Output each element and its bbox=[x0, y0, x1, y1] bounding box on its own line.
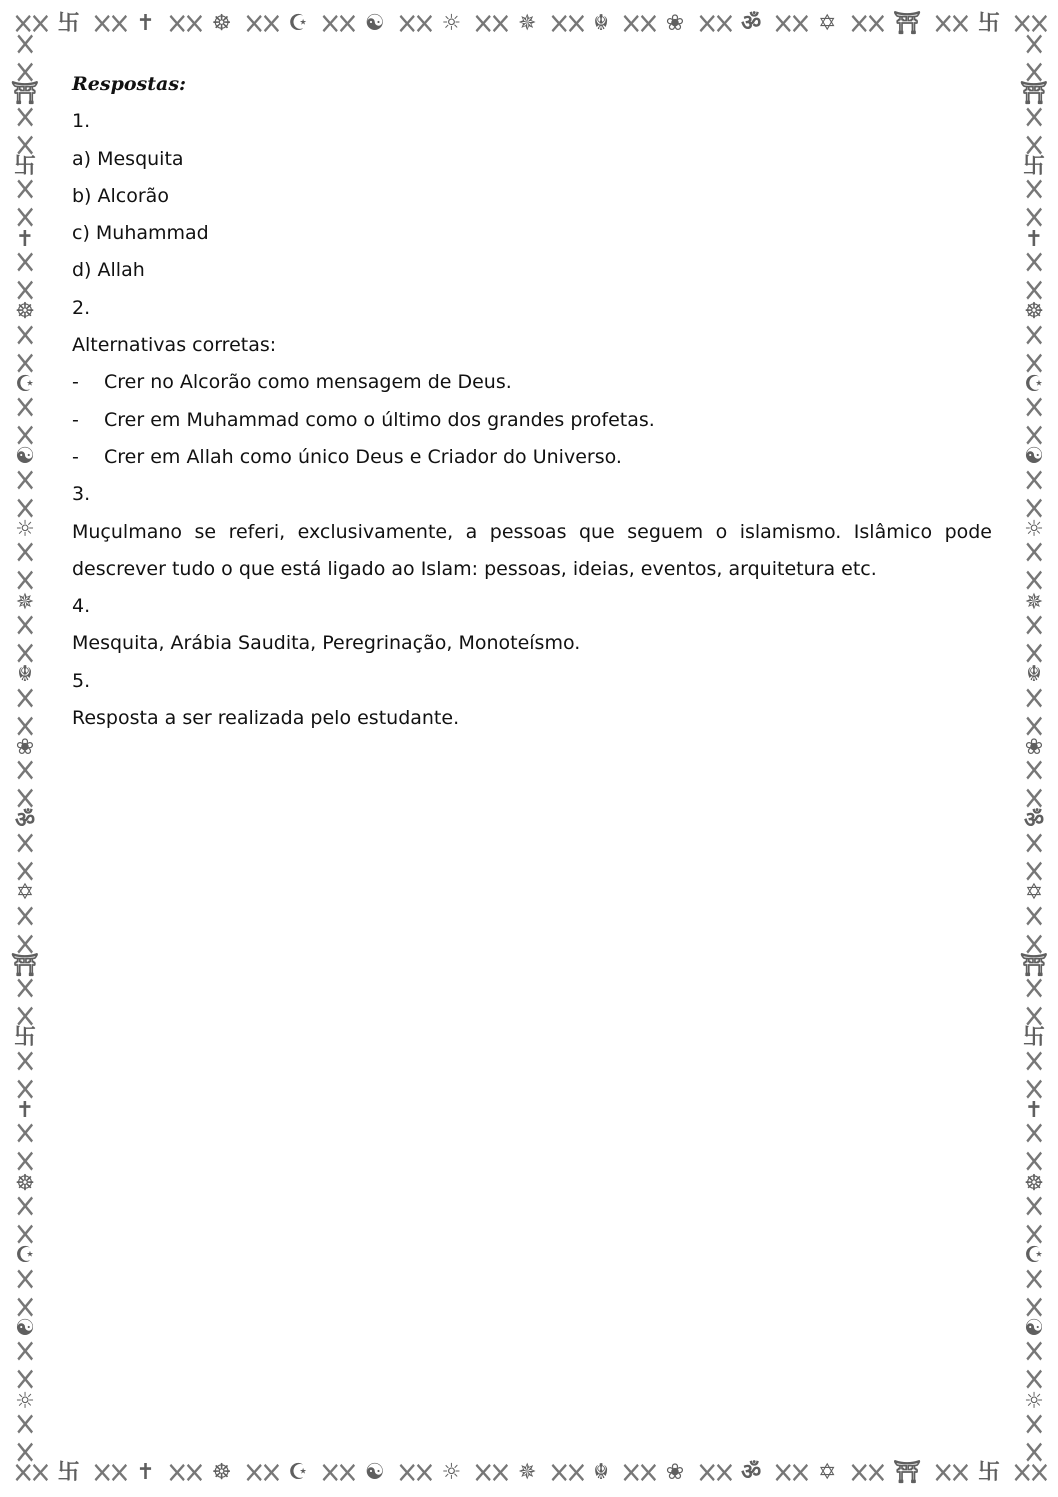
torii-icon: ⛩ bbox=[11, 81, 39, 107]
chevron-pattern-icon: ×× bbox=[9, 392, 43, 450]
answer-item: a) Mesquita bbox=[72, 147, 184, 170]
bullet-item bbox=[72, 364, 992, 401]
sun-icon: ☼ bbox=[15, 1388, 35, 1414]
bullet-dash: - bbox=[72, 371, 79, 394]
bullet-item bbox=[72, 439, 992, 476]
sun-icon: ☼ bbox=[15, 517, 35, 543]
star-crescent-icon: ☪ bbox=[288, 11, 309, 36]
star-burst-icon: ✵ bbox=[518, 11, 537, 36]
chevron-pattern-icon: ×× bbox=[1018, 1264, 1052, 1321]
chevron-pattern-icon: ×× bbox=[1018, 102, 1052, 159]
swastika-icon: 卐 bbox=[1022, 1025, 1045, 1051]
dharma-wheel-icon: ☸ bbox=[211, 11, 232, 36]
chevron-pattern-icon: ×× bbox=[1018, 756, 1052, 813]
om-icon: ॐ bbox=[741, 11, 762, 36]
chevron-pattern-icon: ×× bbox=[9, 538, 43, 595]
star-burst-icon: ✵ bbox=[518, 1460, 537, 1485]
chevron-pattern-icon: ×× bbox=[1018, 1119, 1052, 1176]
khanda-icon: ☬ bbox=[17, 662, 33, 688]
question-number-3: 3. bbox=[72, 483, 91, 506]
turtle-icon: ❀ bbox=[665, 1460, 685, 1485]
swastika-icon: 卐 bbox=[13, 153, 36, 179]
star-of-david-icon: ✡ bbox=[15, 880, 35, 906]
chevron-pattern-icon: ×× bbox=[90, 6, 126, 41]
turtle-icon: ❀ bbox=[15, 734, 35, 760]
bullet-dash: - bbox=[72, 445, 79, 468]
chevron-pattern-icon: ×× bbox=[9, 1337, 43, 1394]
chevron-pattern-icon: ×× bbox=[472, 6, 507, 41]
star-crescent-icon: ☪ bbox=[288, 1460, 309, 1485]
ornamental-border-top bbox=[10, 4, 1048, 44]
cross-icon: ✝ bbox=[15, 226, 35, 252]
om-icon: ॐ bbox=[1023, 807, 1045, 833]
chevron-pattern-icon: ×× bbox=[166, 1455, 201, 1490]
chevron-pattern-icon: ×× bbox=[1011, 1455, 1046, 1490]
yin-yang-icon: ☯ bbox=[1024, 444, 1044, 470]
chevron-pattern-icon: ×× bbox=[9, 465, 43, 522]
yin-yang-icon: ☯ bbox=[15, 444, 35, 470]
cross-icon: ✝ bbox=[1024, 226, 1044, 252]
chevron-pattern-icon: ×× bbox=[847, 6, 883, 41]
yin-yang-icon: ☯ bbox=[15, 1315, 35, 1341]
chevron-pattern-icon: ×× bbox=[1018, 465, 1052, 522]
dharma-wheel-icon: ☸ bbox=[1024, 299, 1044, 325]
star-crescent-icon: ☪ bbox=[1024, 371, 1044, 397]
chevron-pattern-icon: ×× bbox=[9, 683, 43, 740]
torii-icon: ⛩ bbox=[11, 952, 39, 978]
chevron-pattern-icon: ×× bbox=[932, 1455, 967, 1490]
om-icon: ॐ bbox=[741, 1460, 762, 1485]
sun-icon: ☼ bbox=[1024, 517, 1044, 543]
chevron-pattern-icon: ×× bbox=[9, 973, 43, 1031]
page-title: Respostas: bbox=[72, 73, 187, 95]
chevron-pattern-icon: ×× bbox=[319, 1455, 354, 1490]
chevron-pattern-icon: ×× bbox=[9, 1409, 43, 1467]
chevron-pattern-icon: ×× bbox=[9, 102, 43, 159]
turtle-icon: ❀ bbox=[665, 11, 685, 36]
star-crescent-icon: ☪ bbox=[15, 371, 35, 397]
chevron-pattern-icon: ×× bbox=[9, 1264, 43, 1321]
chevron-pattern-icon: ×× bbox=[242, 1455, 278, 1490]
chevron-pattern-icon: ×× bbox=[1018, 973, 1052, 1031]
chevron-pattern-icon: ×× bbox=[395, 1455, 431, 1490]
chevron-pattern-icon: ×× bbox=[9, 320, 43, 377]
cross-icon: ✝ bbox=[136, 11, 155, 36]
chevron-pattern-icon: ×× bbox=[1011, 6, 1046, 41]
chevron-pattern-icon: ×× bbox=[1018, 175, 1052, 232]
torii-icon: ⛩ bbox=[893, 1460, 922, 1485]
answer-item: c) Muhammad bbox=[72, 222, 209, 245]
chevron-pattern-icon: ×× bbox=[1018, 320, 1052, 377]
chevron-pattern-icon: ×× bbox=[695, 6, 730, 41]
chevron-pattern-icon: ×× bbox=[1018, 610, 1052, 668]
chevron-pattern-icon: ×× bbox=[11, 6, 47, 41]
chevron-pattern-icon: ×× bbox=[772, 1455, 807, 1490]
chevron-pattern-icon: ×× bbox=[1018, 901, 1052, 958]
turtle-icon: ❀ bbox=[1024, 734, 1044, 760]
yin-yang-icon: ☯ bbox=[1024, 1315, 1044, 1341]
star-burst-icon: ✵ bbox=[1024, 589, 1044, 615]
chevron-pattern-icon: ×× bbox=[472, 1455, 507, 1490]
chevron-pattern-icon: ×× bbox=[9, 828, 43, 886]
question-number-2: 2. bbox=[72, 296, 91, 319]
star-of-david-icon: ✡ bbox=[817, 11, 837, 36]
answers-content bbox=[72, 66, 992, 737]
yin-yang-icon: ☯ bbox=[364, 11, 385, 36]
star-of-david-icon: ✡ bbox=[1024, 880, 1044, 906]
ornamental-border-left bbox=[5, 29, 45, 1467]
swastika-icon: 卐 bbox=[57, 1460, 80, 1485]
chevron-pattern-icon: ×× bbox=[9, 610, 43, 668]
sun-icon: ☼ bbox=[441, 11, 462, 36]
star-crescent-icon: ☪ bbox=[1024, 1243, 1044, 1269]
om-icon: ॐ bbox=[14, 807, 36, 833]
khanda-icon: ☬ bbox=[593, 11, 609, 36]
swastika-icon: 卐 bbox=[978, 11, 1001, 36]
bullet-text: Crer no Alcorão como mensagem de Deus. bbox=[104, 371, 512, 394]
chevron-pattern-icon: ×× bbox=[1018, 392, 1052, 450]
torii-icon: ⛩ bbox=[1020, 952, 1048, 978]
answer-paragraph: Muçulmano se referi, exclusivamente, a pessoas que seguem o islamismo. Islâmico pode descrever tudo o que está ligado ao Islam: pessoas, ideias, eventos, arquitetura etc. bbox=[72, 520, 992, 580]
answer-item: d) Allah bbox=[72, 259, 145, 282]
cross-icon: ✝ bbox=[136, 1460, 155, 1485]
chevron-pattern-icon: ×× bbox=[847, 1455, 883, 1490]
answer-text: Mesquita, Arábia Saudita, Peregrinação, Monoteísmo. bbox=[72, 632, 581, 655]
chevron-pattern-icon: ×× bbox=[1018, 29, 1052, 87]
chevron-pattern-icon: ×× bbox=[1018, 1046, 1052, 1103]
bullet-dash: - bbox=[72, 408, 79, 431]
question-number-4: 4. bbox=[72, 595, 91, 618]
question-number-1: 1. bbox=[72, 110, 91, 133]
star-burst-icon: ✵ bbox=[15, 589, 35, 615]
chevron-pattern-icon: ×× bbox=[9, 901, 43, 958]
chevron-pattern-icon: ×× bbox=[695, 1455, 730, 1490]
chevron-pattern-icon: ×× bbox=[9, 175, 43, 232]
swastika-icon: 卐 bbox=[13, 1025, 36, 1051]
chevron-pattern-icon: ×× bbox=[1018, 247, 1052, 305]
dharma-wheel-icon: ☸ bbox=[1024, 1170, 1044, 1196]
khanda-icon: ☬ bbox=[1026, 662, 1042, 688]
chevron-pattern-icon: ×× bbox=[1018, 683, 1052, 740]
chevron-pattern-icon: ×× bbox=[1018, 828, 1052, 886]
chevron-pattern-icon: ×× bbox=[319, 6, 354, 41]
chevron-pattern-icon: ×× bbox=[1018, 1191, 1052, 1249]
chevron-pattern-icon: ×× bbox=[547, 1455, 583, 1490]
sun-icon: ☼ bbox=[1024, 1388, 1044, 1414]
bullet-text: Crer em Allah como único Deus e Criador do Universo. bbox=[104, 445, 622, 468]
ornamental-border-bottom bbox=[10, 1453, 1048, 1493]
sun-icon: ☼ bbox=[441, 1460, 462, 1485]
chevron-pattern-icon: ×× bbox=[11, 1455, 47, 1490]
dharma-wheel-icon: ☸ bbox=[211, 1460, 232, 1485]
chevron-pattern-icon: ×× bbox=[772, 6, 807, 41]
chevron-pattern-icon: ×× bbox=[9, 756, 43, 813]
chevron-pattern-icon: ×× bbox=[9, 1046, 43, 1103]
answer-item: b) Alcorão bbox=[72, 184, 169, 207]
swastika-icon: 卐 bbox=[978, 1460, 1001, 1485]
cross-icon: ✝ bbox=[15, 1098, 35, 1124]
swastika-icon: 卐 bbox=[1022, 153, 1045, 179]
dharma-wheel-icon: ☸ bbox=[15, 299, 35, 325]
answer-intro: Alternativas corretas: bbox=[72, 334, 277, 357]
cross-icon: ✝ bbox=[1024, 1098, 1044, 1124]
chevron-pattern-icon: ×× bbox=[9, 1191, 43, 1249]
torii-icon: ⛩ bbox=[893, 11, 922, 36]
bullet-text: Crer em Muhammad como o último dos grandes profetas. bbox=[104, 408, 655, 431]
dharma-wheel-icon: ☸ bbox=[15, 1170, 35, 1196]
chevron-pattern-icon: ×× bbox=[932, 6, 967, 41]
star-of-david-icon: ✡ bbox=[817, 1460, 837, 1485]
chevron-pattern-icon: ×× bbox=[395, 6, 431, 41]
bullet-item bbox=[72, 402, 992, 439]
chevron-pattern-icon: ×× bbox=[620, 1455, 655, 1490]
chevron-pattern-icon: ×× bbox=[1018, 1409, 1052, 1467]
chevron-pattern-icon: ×× bbox=[90, 1455, 126, 1490]
chevron-pattern-icon: ×× bbox=[1018, 1337, 1052, 1394]
chevron-pattern-icon: ×× bbox=[9, 1119, 43, 1176]
chevron-pattern-icon: ×× bbox=[620, 6, 655, 41]
chevron-pattern-icon: ×× bbox=[547, 6, 583, 41]
torii-icon: ⛩ bbox=[1020, 81, 1048, 107]
star-crescent-icon: ☪ bbox=[15, 1243, 35, 1269]
answer-text: Resposta a ser realizada pelo estudante. bbox=[72, 707, 460, 730]
question-number-5: 5. bbox=[72, 669, 91, 692]
swastika-icon: 卐 bbox=[57, 11, 80, 36]
yin-yang-icon: ☯ bbox=[364, 1460, 385, 1485]
ornamental-border-right bbox=[1014, 29, 1054, 1467]
chevron-pattern-icon: ×× bbox=[9, 247, 43, 305]
khanda-icon: ☬ bbox=[593, 1460, 609, 1485]
chevron-pattern-icon: ×× bbox=[9, 29, 43, 87]
chevron-pattern-icon: ×× bbox=[242, 6, 278, 41]
chevron-pattern-icon: ×× bbox=[166, 6, 201, 41]
chevron-pattern-icon: ×× bbox=[1018, 538, 1052, 595]
